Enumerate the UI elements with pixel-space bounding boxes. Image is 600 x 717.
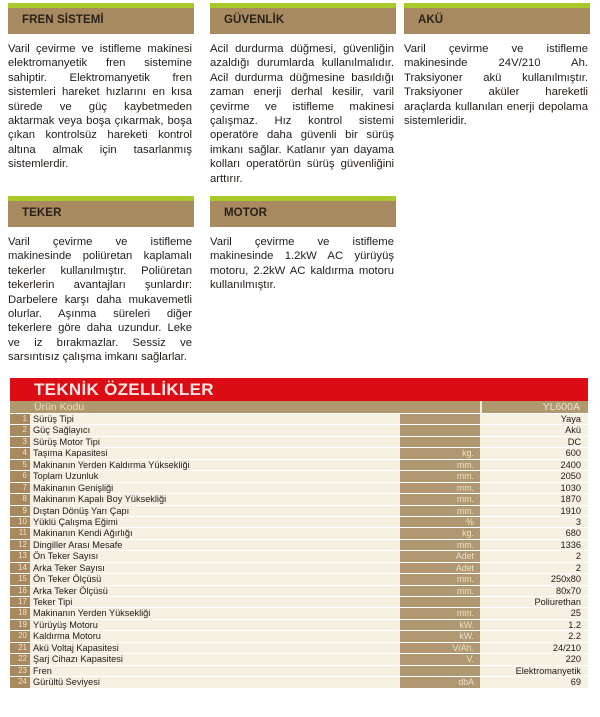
spec-unit: dbA xyxy=(400,677,480,687)
spec-unit xyxy=(400,437,480,447)
spec-unit: kg. xyxy=(400,528,480,538)
card-title: AKÜ xyxy=(418,14,444,26)
spec-value: 2 xyxy=(575,562,581,573)
spec-label: Dingiller Arası Mesafe xyxy=(33,539,123,550)
table-row xyxy=(10,482,588,493)
card-header xyxy=(210,3,396,34)
spec-value: Elektromanyetik xyxy=(515,665,581,676)
spec-value: 3 xyxy=(575,516,581,527)
spec-label: Makinanın Yerden Kaldırma Yüksekliği xyxy=(33,459,190,470)
row-number: 13 xyxy=(10,551,30,561)
feature-card-brake xyxy=(8,3,194,172)
spec-value: 2400 xyxy=(560,459,581,470)
table-row xyxy=(10,459,588,470)
card-text: Varil çevirme ve istifleme makinesi elektromanyetik fren sistemine sahiptir. Elektromanyetik fren sistemleri hareket hızlarını en kısa sürede ve güç kaybetmeden aktarmak veya boşa çıkarmak, boşa çıkan kontrolsüz hareketi kontrol altına almak için tasarlanmış sistemlerdir. xyxy=(8,43,192,171)
card-title: TEKER xyxy=(22,207,62,219)
row-number: 1 xyxy=(10,414,30,424)
table-row xyxy=(10,665,588,676)
table-row xyxy=(10,470,588,481)
spec-unit: mm. xyxy=(400,494,480,504)
spec-unit xyxy=(400,597,480,607)
spec-rows xyxy=(10,413,588,688)
row-number: 23 xyxy=(10,666,30,676)
product-code-label: Ürün Kodu xyxy=(34,401,85,413)
spec-label: Yüklü Çalışma Eğimi xyxy=(33,516,118,527)
row-number: 14 xyxy=(10,563,30,573)
table-row xyxy=(10,413,588,424)
spec-unit xyxy=(400,414,480,424)
row-number: 3 xyxy=(10,437,30,447)
row-number: 17 xyxy=(10,597,30,607)
row-number: 22 xyxy=(10,654,30,664)
spec-unit: kg. xyxy=(400,448,480,458)
spec-label: Sürüş Tipi xyxy=(33,414,74,424)
table-row xyxy=(10,676,588,687)
spec-label: Teker Tipi xyxy=(33,597,73,607)
card-header xyxy=(8,196,194,227)
product-code-value: YL600A xyxy=(480,401,588,413)
row-number: 11 xyxy=(10,528,30,538)
spec-label: Taşıma Kapasitesi xyxy=(33,448,108,459)
spec-value: 1336 xyxy=(560,539,581,550)
card-title: GÜVENLİK xyxy=(224,14,285,26)
table-row xyxy=(10,630,588,641)
spec-unit xyxy=(400,666,480,676)
row-number: 19 xyxy=(10,620,30,630)
spec-label: Gürültü Seviyesi xyxy=(33,677,100,688)
spec-value: 2.2 xyxy=(568,631,581,642)
table-row xyxy=(10,642,588,653)
spec-unit: mm. xyxy=(400,608,480,618)
card-text: Varil çevirme ve istifleme makinesinde 1.2kW AC yürüyüş motoru, 2.2kW AC kaldırma motoru kullanılmıştır. xyxy=(210,236,394,292)
card-title: MOTOR xyxy=(224,207,268,219)
row-number: 8 xyxy=(10,494,30,504)
spec-value: 80x70 xyxy=(555,585,581,596)
spec-unit xyxy=(400,425,480,435)
card-text: Varil çevirme ve istifleme makinesinde 24V/210 Ah. Traksiyoner akü kullanılmıştır. Traksiyoner aküler hareketli araçlarda kullanılan enerji depolama sistemleridir. xyxy=(404,43,588,128)
spec-unit: mm. xyxy=(400,574,480,584)
table-row xyxy=(10,447,588,458)
feature-card-battery xyxy=(404,3,590,128)
spec-value: Akü xyxy=(565,425,581,436)
table-row xyxy=(10,424,588,435)
row-number: 9 xyxy=(10,506,30,516)
spec-label: Arka Teker Sayısı xyxy=(33,562,105,573)
card-header xyxy=(404,3,590,34)
spec-label: Makinanın Genişliği xyxy=(33,482,114,493)
row-number: 15 xyxy=(10,574,30,584)
spec-unit: V/Ah. xyxy=(400,643,480,653)
row-number: 16 xyxy=(10,586,30,596)
row-number: 7 xyxy=(10,483,30,493)
spec-label: Dıştan Dönüş Yarı Çapı xyxy=(33,505,130,516)
spec-value: 25 xyxy=(570,608,581,619)
spec-label: Arka Teker Ölçüsü xyxy=(33,585,108,596)
table-row xyxy=(10,550,588,561)
row-number: 6 xyxy=(10,471,30,481)
spec-value: 1910 xyxy=(560,505,581,516)
spec-label: Makinanın Kapalı Boy Yüksekliği xyxy=(33,494,167,505)
card-text: Acil durdurma düğmesi, güvenliğin azaldığı durumlarda kullanılmalıdır. Acil durdurma düğmesine basıldığı zaman enerji derhal kesilir, varil çevirme ve istifleme makinesi çalışmaz. Hız kontrol sistemi operatöre daha güvenli bir sürüş imkanı sağlar. Katlanır yan dayama kolları operatörün sürüş güvenliğini arttırır. xyxy=(210,43,394,185)
spec-unit: % xyxy=(400,517,480,527)
spec-label: Güç Sağlayıcı xyxy=(33,425,91,436)
table-row xyxy=(10,527,588,538)
spec-value: 600 xyxy=(565,448,581,459)
spec-unit: mm. xyxy=(400,506,480,516)
spec-unit: mm. xyxy=(400,483,480,493)
spec-label: Ön Teker Sayısı xyxy=(33,551,99,562)
spec-label: Akü Voltaj Kapasitesi xyxy=(33,642,119,653)
feature-card-safety xyxy=(210,3,396,186)
spec-unit: mm. xyxy=(400,471,480,481)
table-row xyxy=(10,619,588,630)
spec-value: DC xyxy=(567,436,581,447)
spec-value: 1.2 xyxy=(568,619,581,630)
row-number: 4 xyxy=(10,448,30,458)
row-number: 2 xyxy=(10,425,30,435)
table-row xyxy=(10,539,588,550)
row-number: 21 xyxy=(10,643,30,653)
table-row xyxy=(10,493,588,504)
spec-value: Yaya xyxy=(560,414,581,424)
spec-value: 2050 xyxy=(560,471,581,482)
row-number: 12 xyxy=(10,540,30,550)
card-header xyxy=(8,3,194,34)
table-row xyxy=(10,596,588,607)
table-row xyxy=(10,516,588,527)
spec-value: 69 xyxy=(570,677,581,688)
spec-value: 2 xyxy=(575,551,581,562)
row-number: 20 xyxy=(10,631,30,641)
spec-label: Toplam Uzunluk xyxy=(33,471,99,482)
spec-unit: V. xyxy=(400,654,480,664)
spec-unit: Adet xyxy=(400,563,480,573)
row-number: 5 xyxy=(10,460,30,470)
spec-unit: mm. xyxy=(400,540,480,550)
spec-label: Fren xyxy=(33,665,52,676)
spec-label: Makinanın Kendi Ağırlığı xyxy=(33,528,133,539)
spec-value: 220 xyxy=(565,654,581,665)
table-row xyxy=(10,585,588,596)
row-number: 24 xyxy=(10,677,30,687)
table-row xyxy=(10,607,588,618)
table-row xyxy=(10,562,588,573)
spec-unit: kW. xyxy=(400,620,480,630)
spec-label: Makinanın Yerden Yüksekliği xyxy=(33,608,151,619)
spec-value: 1870 xyxy=(560,494,581,505)
row-number: 18 xyxy=(10,608,30,618)
card-header xyxy=(210,196,396,227)
spec-unit: kW. xyxy=(400,631,480,641)
spec-value: 1030 xyxy=(560,482,581,493)
table-row xyxy=(10,436,588,447)
card-title: FREN SİSTEMİ xyxy=(22,14,104,26)
table-row xyxy=(10,505,588,516)
spec-value: 250x80 xyxy=(550,574,581,585)
spec-label: Yürüyüş Motoru xyxy=(33,619,98,630)
product-code-row xyxy=(10,401,588,413)
spec-label: Şarj Cihazı Kapasitesi xyxy=(33,654,123,665)
technical-specs-table xyxy=(10,378,588,688)
feature-card-motor xyxy=(210,196,396,293)
spec-unit: mm. xyxy=(400,586,480,596)
spec-unit: Adet xyxy=(400,551,480,561)
feature-card-wheel xyxy=(8,196,194,365)
row-number: 10 xyxy=(10,517,30,527)
spec-value: 680 xyxy=(565,528,581,539)
spec-value: 24/210 xyxy=(552,642,581,653)
table-row xyxy=(10,653,588,664)
card-text: Varil çevirme ve istifleme makinesinde poliüretan kaplamalı tekerler kullanılmıştır. Poliüretan tekerlerin avantajları şunlardır: Darbelere karşı daha mukavemetli olurlar. Aşınma süreleri diğer tekerlere göre daha uzundur. Leke ve iz bırakmazlar. Sessiz ve sarsıntısız çalışma imkanı sağlarlar. xyxy=(8,236,192,364)
spec-label: Kaldırma Motoru xyxy=(33,631,101,642)
spec-label: Ön Teker Ölçüsü xyxy=(33,574,102,585)
spec-unit: mm. xyxy=(400,460,480,470)
specs-title: TEKNİK ÖZELLİKLER xyxy=(10,378,588,401)
spec-label: Sürüş Motor Tipi xyxy=(33,436,100,447)
spec-value: Poliurethan xyxy=(534,597,581,607)
table-row xyxy=(10,573,588,584)
